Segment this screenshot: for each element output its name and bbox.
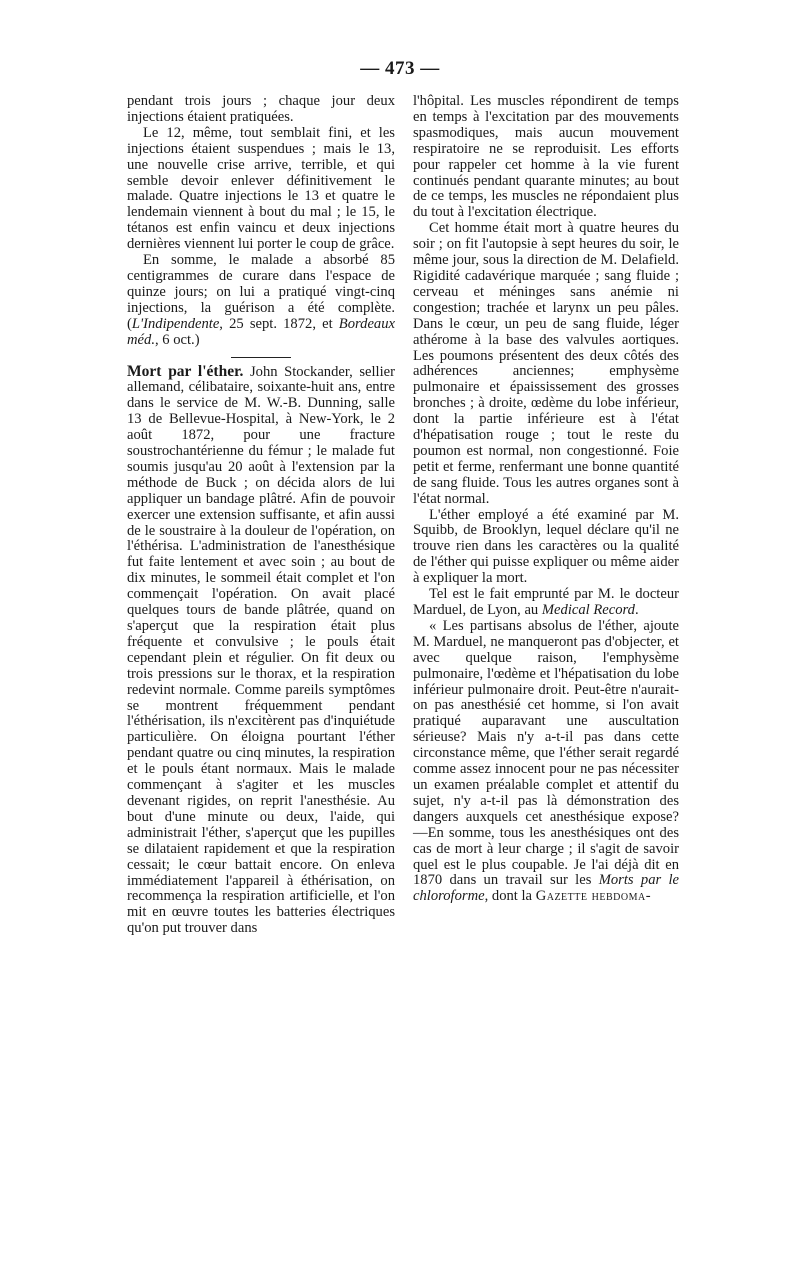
paragraph-death-by-ether: [127, 364, 395, 938]
work-title: Morts par le chloroforme: [413, 872, 680, 905]
journal-citation: Medical Record: [541, 602, 635, 618]
summary-text-c: , 6 oct.): [154, 331, 200, 348]
paragraph-source: [413, 587, 679, 619]
summary-text-a: En somme, le malade a absorbé 85 centigrammes de curare dans l'espace de quinze jours; on lui a pratiqué vingt-cinq injections, la guérison a été complète. (: [127, 252, 395, 332]
paragraph-relapse: Le 12, même, tout semblait fini, et les injections étaient suspendues ; mais le 13, une nouvelle crise arrive, terrible, et qui semble devoir enlever définitivement le malade. Quatre injections le 13 et quatre le lendemain viennent à bout du mal ; le 15, le tétanos est enfin vaincu et deux injections dernières viennent lui porter le coup de grâce.: [127, 124, 395, 253]
paragraph-continuation: l'hôpital. Les muscles répondirent de temps en temps à l'excitation par des mouvements spasmodiques, mais aucun mouvement respiratoire ne se reproduisit. Les efforts pour rappeler cet homme à la vie furent continués pendant quarante minutes; au bout de ce temps, les muscles ne répondaient plus du tout à l'excitation électrique.: [413, 93, 679, 221]
source-text-a: Tel est le fait emprunté par M. le docteur Marduel, de Lyon, au: [413, 586, 679, 618]
paragraph-summary: [127, 253, 395, 348]
paragraph-continuation: pendant trois jours ; chaque jour deux injections étaient pratiquées.: [127, 93, 395, 125]
quotation-text-b: , dont la: [484, 888, 536, 905]
paragraph-autopsy: Cet homme était mort à quatre heures du soir ; on fit l'autopsie à sept heures du soir, le même jour, sous la direction de M. Delafield. Rigidité cadavérique marquée ; sang fluide ; cerveau et méninges sans anémie ni congestion; trachée et larynx un peu pâles. Dans le cœur, un peu de sang fluide, léger athérome à la base des valvules aortiques. Les poumons présentent des deux côtés des adhérences anciennes; emphysème pulmonaire et épaississement des grosses bronches ; à droite, œdème du lobe inférieur, dont la partie inférieure est à l'état d'hépatisation rouge ; tout le reste du poumon est normal, non congestionné. Foie petit et ferme, renfermant une bonne quantité de sang fluide. Tous les autres organes sont à l'état normal.: [413, 220, 679, 507]
gazette-name: Gazette hebdoma-: [535, 888, 652, 905]
case-report-text: John Stockander, sellier allemand, célibataire, soixante-huit ans, entre dans le service de M. W.-B. Dunning, salle 13 de Bellevue-Hospital, à New-York, le 2 août 1872, pour une fracture soustrochantérienne du fémur ; le malade fut soumis jusqu'au 20 août à l'extension par la méthode de Buck ; on décida alors de lui appliquer un bandage plâtré. Afin de pouvoir exercer une extension suffisante, et afin aussi de le soustraire à la douleur de l'opération, on l'éthérisa. L'administration de l'anesthésique fut faite lentement et avec soin ; au bout de dix minutes, le sommeil était complet et l'on commençait l'opération. On avait placé quelques tours de bande plâtrée, quand on s'aperçut que la respiration était plus fréquente et convulsive ; le pouls était cependant plein et régulier. On fit deux ou trois pressions sur le thorax, et la respiration redevint normale. Comme pareils symptômes se montrent fréquemment pendant l'éthérisation, ils n'excitèrent pas d'inquiétude particulière. On éloigna pourtant l'éther pendant quatre ou cinq minutes, la respiration et le pouls étant normaux. Mais le malade commençant à s'agiter et les muscles devenant rigides, on reprit l'anesthésie. Au bout d'une minute ou deux, l'aide, qui administrait l'éther, s'aperçut que les pupilles se dilataient rapidement et que la respiration cessait; le cœur battait encore. On enleva immédiatement l'appareil à éthérisation, on recommença la respiration artificielle, et l'on mit en œuvre toutes les batteries électriques qu'on put trouver dans: [127, 363, 395, 937]
quotation-text-a: « Les partisans absolus de l'éther, ajoute M. Marduel, ne manqueront pas d'objecter, et avec quelque raison, l'emphysème pulmonaire, l'œdème et l'hépatisation du lobe inférieur pulmonaire droit. Peut-être n'aurait-on pas anesthésié cet homme, si l'on avait pratiqué auparavant une auscultation sérieuse? Mais n'y a-t-il pas dans cette circonstance même, que l'éther serait regardé comme assez innocent pour ne pas nécessiter un examen préalable complet et attentif du sujet, n'y a-t-il pas là démonstration des dangers auxquels cet anesthésique expose? —En somme, tous les anesthésiques ont des cas de mort à leur charge ; il s'agit de savoir quel est le plus coupable. Je l'ai déjà dit en 1870 dans un travail sur les: [413, 617, 679, 889]
journal-citation: Bordeaux méd.: [127, 315, 395, 348]
section-heading: Mort par l'éther.: [127, 362, 244, 380]
journal-citation: L'Indipendente: [131, 315, 220, 332]
right-column: [413, 94, 679, 905]
left-column: [127, 94, 395, 937]
section-divider: [231, 357, 291, 358]
source-text-b: .: [634, 602, 639, 618]
page-number: — 473 —: [360, 58, 440, 79]
paragraph-ether-analysis: L'éther employé a été examiné par M. Squibb, de Brooklyn, lequel déclare qu'il ne trouve rien dans les caractères ou la qualité de l'éther qui puisse expliquer ou même aider à expliquer la mort.: [413, 506, 679, 587]
summary-text-b: , 25 sept. 1872, et: [219, 315, 339, 332]
paragraph-quotation: [413, 619, 679, 905]
